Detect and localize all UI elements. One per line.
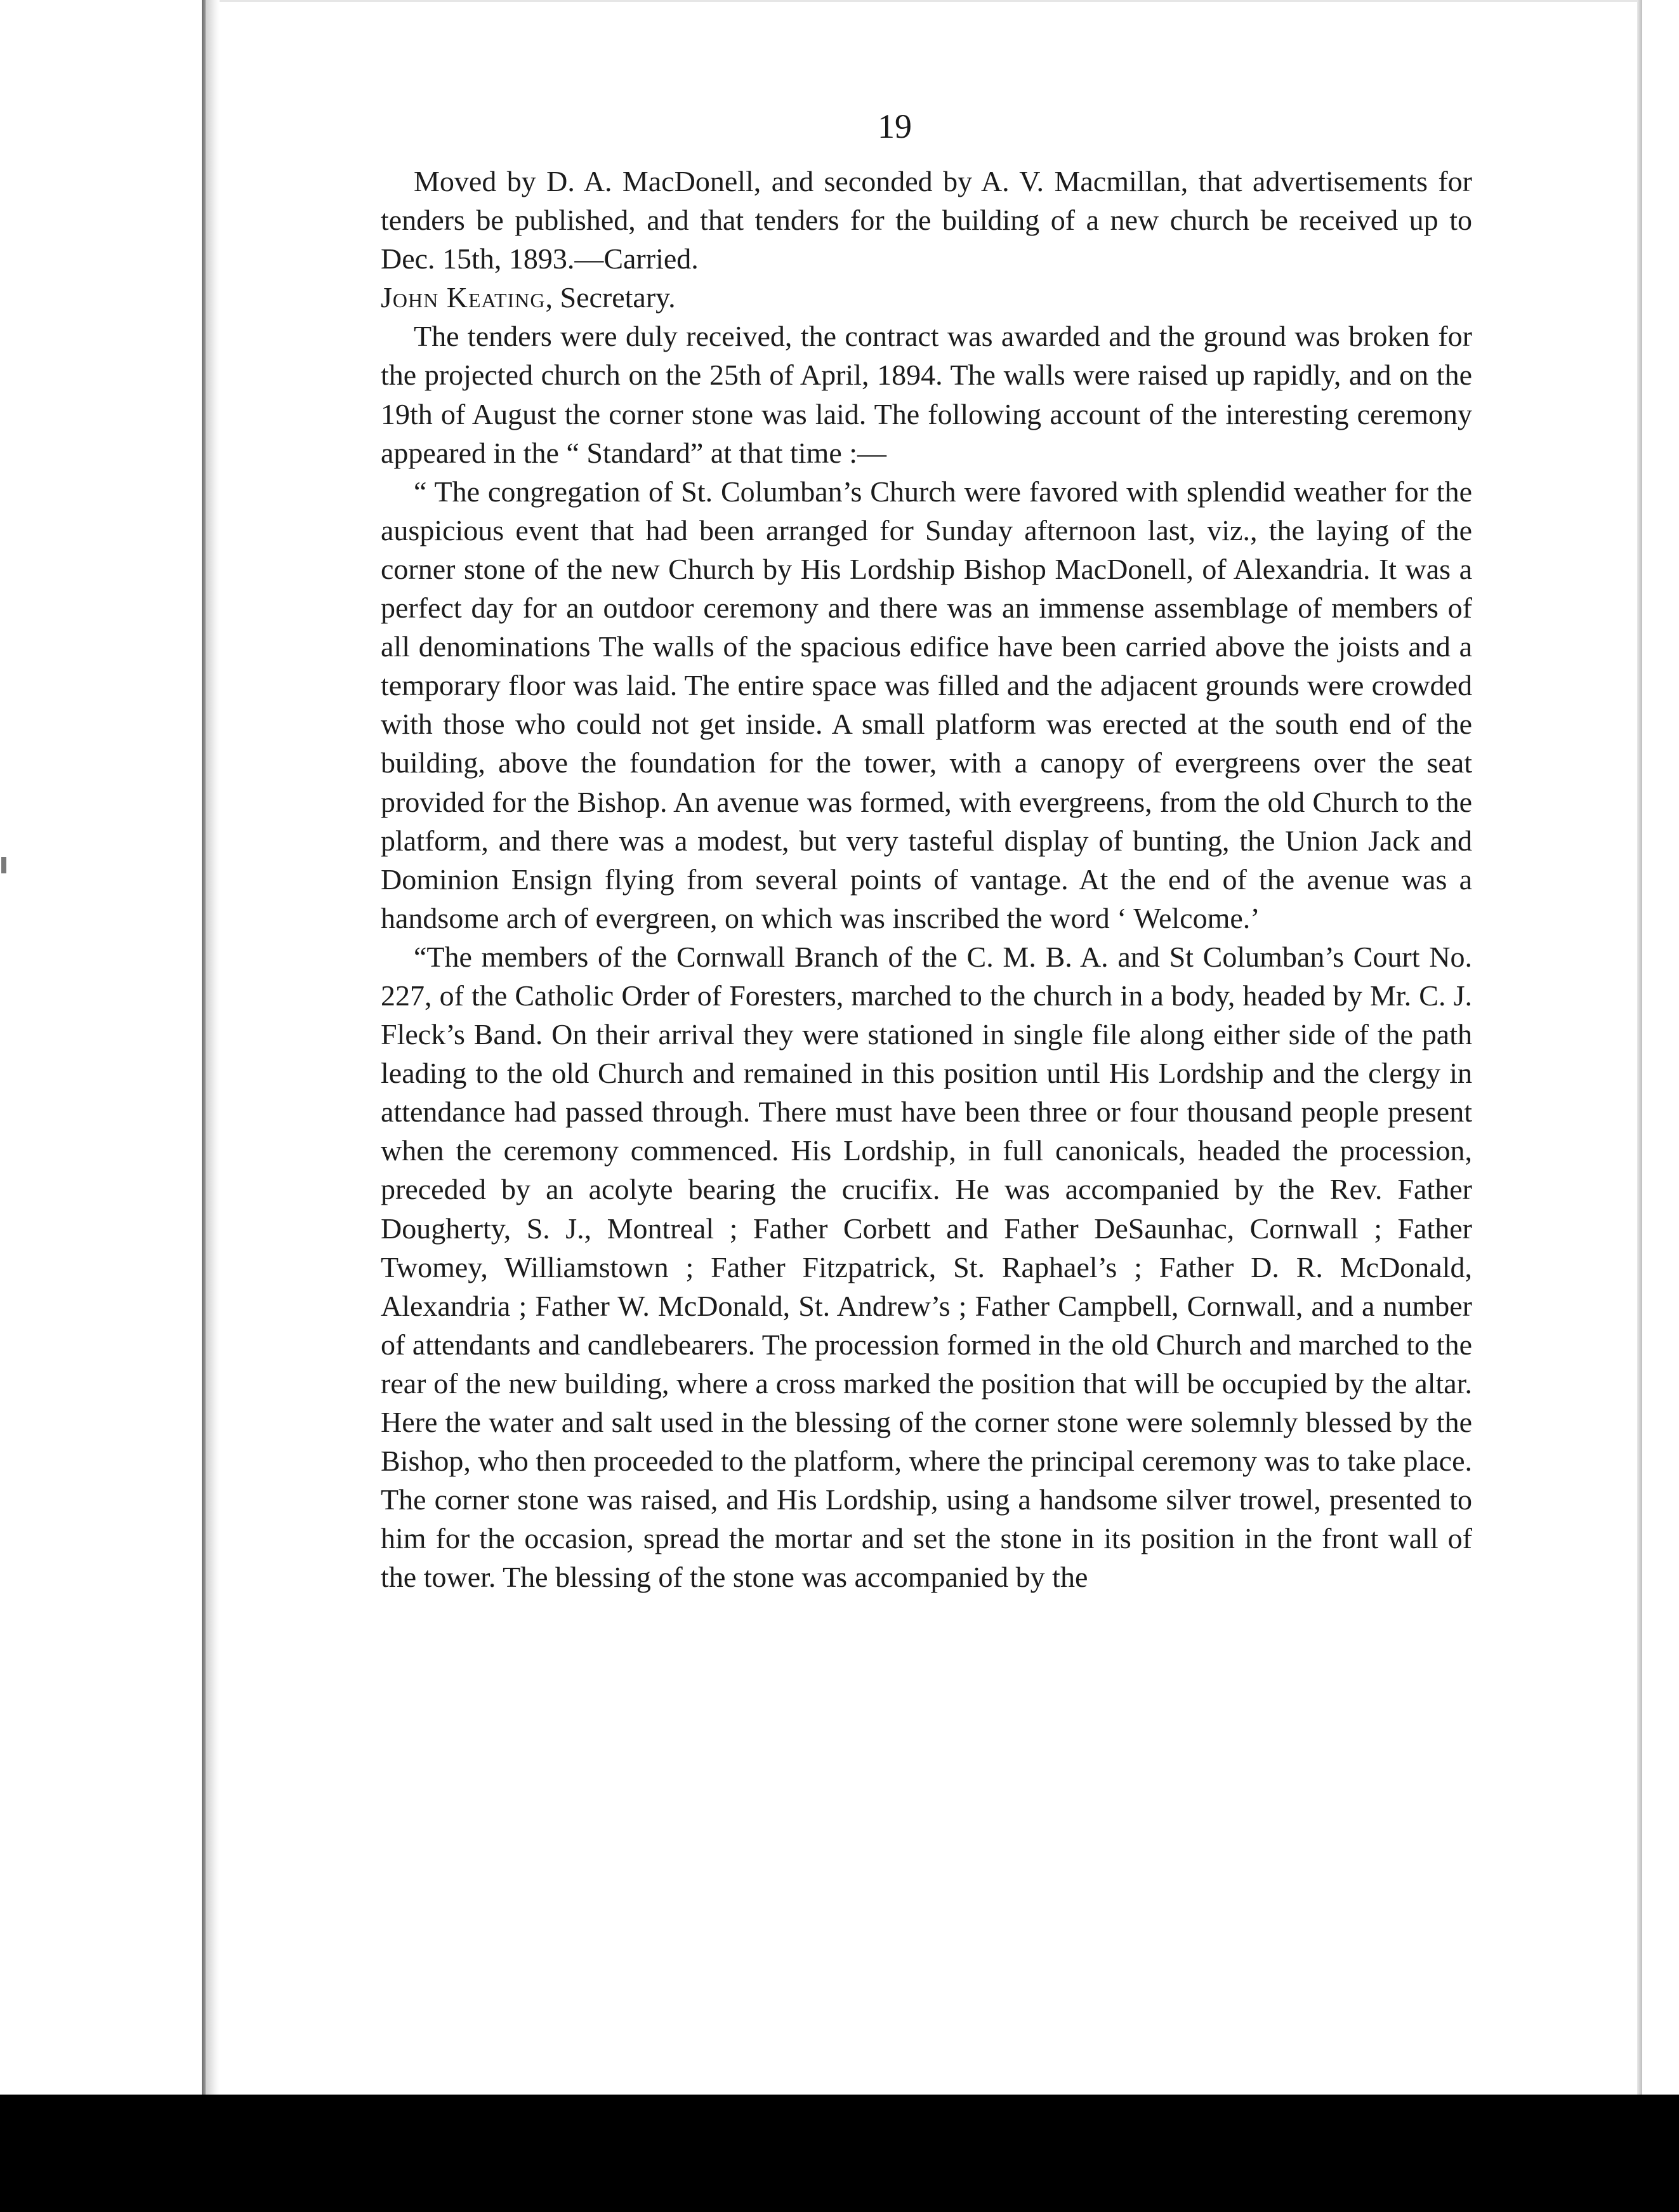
tenders-paragraph: The tenders were duly received, the contract was awarded and the ground was broken for the projected church on the 25th of April, 1894. The walls were raised up rapidly, and on the 19th of August the corner stone was laid. The following account of the interesting ceremony appeared in the “ Standard” at that time :— [381,320,1472,469]
secretary-signature [381,278,1472,317]
scan-edge-mark [1,857,6,873]
binding-gutter [0,0,209,2212]
motion-paragraph: Moved by D. A. MacDonell, and seconded by A. V. Macmillan, that advertisements for tenders be published, and that tenders for the building of a new church be received up to Dec. 15th, 1893.—Carried. [381,165,1472,275]
binding-shadow [206,0,220,2212]
quote-paragraph-congregation: “ The congregation of St. Columban’s Church were favored with splendid weather for the auspicious event that had been arranged for Sunday afternoon last, viz., the laying of the corner stone of the new Church by His Lordship Bishop MacDonell, of Alexandria. It was a perfect day for an outdoor ceremony and there was an immense assemblage of members of all denominations The walls of the spacious edifice have been carried above the joists and a temporary floor was laid. The entire space was filled and the adjacent grounds were crowded with those who could not get inside. A small platform was erected at the south end of the building, above the foundation for the tower, with a canopy of evergreens over the seat provided for the Bishop. An avenue was formed, with evergreens, from the old Church to the platform, and there was a modest, but very tasteful display of bunting, the Union Jack and Dominion Ensign flying from several points of vantage. At the end of the avenue was a handsome arch of evergreen, on which was inscribed the word ‘ Welcome.’ [381,475,1472,934]
signature-name: John Keating [381,281,546,314]
page-right-edge [1637,0,1642,2095]
scan-bottom-band [0,2095,1679,2212]
signature-title: , Secretary. [545,281,676,314]
quote-paragraph-procession: “The members of the Cornwall Branch of the C. M. B. A. and St Columban’s Court No. 227, of the Catholic Order of Foresters, marched to the church in a body, headed by Mr. C. J. Fleck’s Band. On their arrival they were stationed in single file along either side of the path leading to the old Church and remained in this position until His Lordship and the clergy in attendance had passed through. There must have been three or four thousand people present when the ceremony commenced. His Lordship, in full canonicals, headed the procession, preceded by an acolyte bearing the crucifix. He was accompanied by the Rev. Father Dougherty, S. J., Montreal ; Father Corbett and Father DeSaunhac, Cornwall ; Father Twomey, Williamstown ; Father Fitzpatrick, St. Raphael’s ; Father D. R. McDonald, Alexandria ; Father W. McDonald, St. Andrew’s ; Father Campbell, Cornwall, and a number of attendants and candlebearers. The procession formed in the old Church and marched to the rear of the new building, where a cross marked the position that will be occupied by the altar. Here the water and salt used in the blessing of the corner stone were solemnly blessed by the Bishop, who then proceeded to the platform, where the principal ceremony was to take place. The corner stone was raised, and His Lordship, using a handsome silver trowel, presented to him for the occasion, spread the mortar and set the stone in its position in the front wall of the tower. The blessing of the stone was accompanied by the [381,940,1472,1594]
page-body [381,162,1472,1596]
page-number: 19 [878,107,912,145]
